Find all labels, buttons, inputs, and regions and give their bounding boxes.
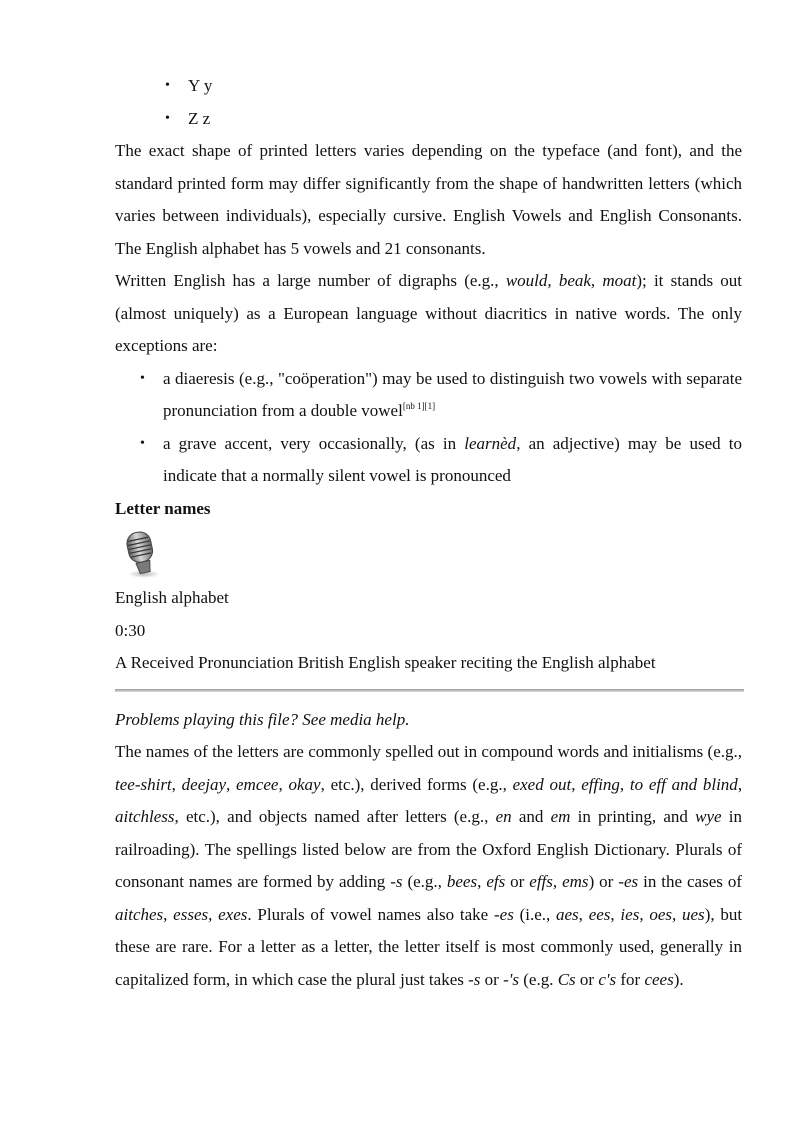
section-heading: Letter names: [115, 498, 211, 518]
list-item: • a grave accent, very occasionally, (as in learnèd, an adjective) may be used to indicate that a normally silent vowel is pronounced: [115, 428, 742, 493]
paragraph-letter-names: The names of the letters are commonly spelled out in compound words and initialisms (e.g., tee-shirt, deejay, emcee, okay, etc.), derived forms (e.g., exed out, effing, to eff and blind, aitchless, etc.), and objects named after letters (e.g., en and em in printing, and wye in railroading). The spellings listed below are from the Oxford English Dictionary. Plurals of consonant names are formed by adding -s (e.g., bees, efs or effs, ems) or -es in the cases of aitches, esses, exes. Plurals of vowel names also take -es (i.e., aes, ees, ies, oes, ues), but these are rare. For a letter as a letter, the letter itself is most commonly used, generally in capitalized form, in which case the plural just takes -s or -'s (e.g. Cs or c's for cees).: [115, 742, 743, 989]
paragraph-letter-shapes: The exact shape of printed letters varies depending on the typeface (and font), and the standard printed form may differ significantly from the shape of handwritten letters (which varies between individuals), especially cursive. English Vowels and English Consonants. The English alphabet has 5 vowels and 21 consonants.: [115, 141, 742, 258]
paragraph-digraphs: Written English has a large number of digraphs (e.g., would, beak, moat); it stands out (almost uniquely) as a European language without diacritics in native words. The only exceptions are:: [115, 271, 742, 355]
list-item: • a diaeresis (e.g., "coöperation") may be used to distinguish two vowels with separate pronunciation from a double vowel[nb 1][1]: [115, 363, 742, 428]
footnote-link[interactable]: [nb 1][1]: [402, 401, 436, 411]
list-item: • Z z: [115, 103, 742, 136]
media-caption: A Received Pronunciation British English speaker reciting the English alphabet: [115, 653, 656, 672]
divider: [115, 689, 744, 692]
media-help-link[interactable]: Problems playing this file? See media help.: [115, 709, 410, 729]
microphone-icon[interactable]: [119, 529, 165, 579]
exceptions-list: [115, 363, 742, 493]
list-item: • Y y: [115, 70, 742, 103]
letter-list: [115, 70, 742, 135]
media-duration: 0:30: [115, 620, 146, 640]
article-body: [115, 70, 742, 996]
media-title[interactable]: English alphabet: [115, 588, 229, 607]
